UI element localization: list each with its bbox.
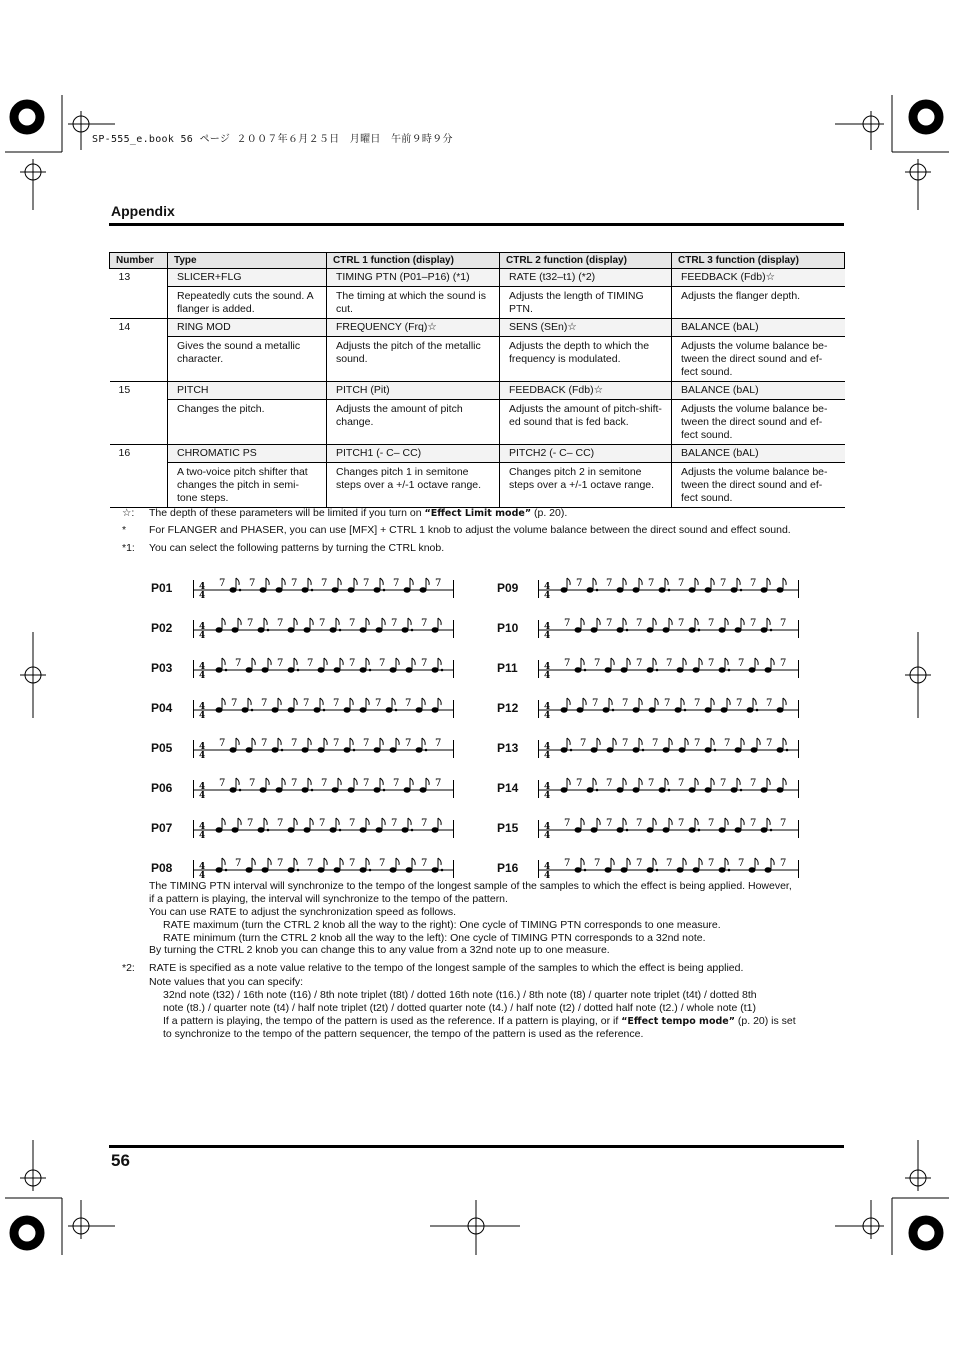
note-mark xyxy=(561,738,572,752)
desc-ctrl3: Adjusts the volume balance be-tween the direct sound and ef-fect sound. xyxy=(672,400,845,445)
rest-mark: 7 xyxy=(606,778,613,789)
rest-mark: 7 xyxy=(666,658,673,669)
rest-mark: 7 xyxy=(247,618,254,629)
note-mark xyxy=(258,818,269,832)
rest-mark: 7 xyxy=(307,658,314,669)
desc-ctrl1: The timing at which the sound is cut. xyxy=(327,287,500,319)
row-type: SLICER+FLG xyxy=(168,269,327,287)
pattern-staff xyxy=(538,616,800,640)
time-signature-top: 4 xyxy=(199,782,206,792)
table-row-description xyxy=(110,337,845,382)
rest-mark: 7 xyxy=(247,818,254,829)
rest-mark: 7 xyxy=(261,738,268,749)
rest-mark: 7 xyxy=(622,698,629,709)
note-mark xyxy=(432,658,443,672)
time-signature-bottom: 4 xyxy=(544,751,551,760)
pattern-label: P15 xyxy=(497,821,519,835)
note-mark xyxy=(617,818,628,832)
note-mark xyxy=(230,578,241,592)
note-mark xyxy=(689,618,700,632)
body-line-part: If a pattern is playing, the tempo of the pattern is used as the reference. If a pattern is playing, or if xyxy=(163,1015,622,1027)
body-line: if a pattern is playing, the interval will synchronize to the tempo of the pattern. xyxy=(149,893,508,905)
note-mark xyxy=(777,738,788,752)
parameter-table xyxy=(109,252,845,508)
note-mark xyxy=(216,858,227,872)
time-signature-bottom: 4 xyxy=(544,791,551,800)
time-signature-bottom: 4 xyxy=(199,871,206,880)
rest-mark: 7 xyxy=(750,818,757,829)
top-rule xyxy=(109,223,844,226)
note-star-mark: ☆: xyxy=(122,507,135,519)
header-ctrl1: CTRL 1 function (display) xyxy=(327,253,500,269)
time-signature-top: 4 xyxy=(544,582,551,592)
body-line: You can use RATE to adjust the synchronization speed as follows. xyxy=(149,906,457,918)
rest-mark: 7 xyxy=(277,858,284,869)
rest-mark: 7 xyxy=(421,858,428,869)
note-mark xyxy=(360,658,371,672)
rest-mark: 7 xyxy=(321,778,328,789)
pattern-label: P14 xyxy=(497,781,519,795)
rest-mark: 7 xyxy=(694,738,701,749)
note-mark xyxy=(402,818,413,832)
rest-mark: 7 xyxy=(321,578,328,589)
rest-mark: 7 xyxy=(606,578,613,589)
rest-mark: 7 xyxy=(576,578,583,589)
desc-ctrl2: Adjusts the amount of pitch-shift-ed sound that is fed back. xyxy=(500,400,672,445)
pattern-staff xyxy=(538,736,800,760)
rest-mark: 7 xyxy=(421,818,428,829)
table-row-description xyxy=(110,400,845,445)
row-ctrl1: FREQUENCY (Frq)☆ xyxy=(327,319,500,337)
pattern-label: P03 xyxy=(151,661,173,675)
pattern-label: P05 xyxy=(151,741,173,755)
rest-mark: 7 xyxy=(219,578,226,589)
pattern-staff xyxy=(193,856,455,880)
note-mark xyxy=(575,858,586,872)
rest-mark: 7 xyxy=(435,738,442,749)
note-mark xyxy=(761,618,772,632)
rest-mark: 7 xyxy=(724,738,731,749)
note-mark xyxy=(230,778,241,792)
note-mark xyxy=(675,698,686,712)
desc-ctrl3: Adjusts the flanger depth. xyxy=(672,287,845,319)
desc-ctrl3: Adjusts the volume balance be-tween the direct sound and ef-fect sound. xyxy=(672,337,845,382)
note-mark xyxy=(633,738,644,752)
pattern-label: P10 xyxy=(497,621,519,635)
rest-mark: 7 xyxy=(780,618,787,629)
rest-mark: 7 xyxy=(349,618,356,629)
note-2-mark: *2: xyxy=(122,962,135,974)
note-mark xyxy=(330,818,341,832)
table-row xyxy=(110,445,845,463)
rest-mark: 7 xyxy=(277,618,284,629)
note-star-post: (p. 20). xyxy=(531,507,568,519)
row-ctrl2: PITCH2 (- C– CC) xyxy=(500,445,672,463)
rest-mark: 7 xyxy=(664,698,671,709)
row-number: 14 xyxy=(110,319,168,337)
time-signature-top: 4 xyxy=(544,742,551,752)
rest-mark: 7 xyxy=(708,618,715,629)
rest-mark: 7 xyxy=(277,658,284,669)
time-signature-top: 4 xyxy=(199,742,206,752)
time-signature-top: 4 xyxy=(544,822,551,832)
note-mark xyxy=(719,858,730,872)
time-signature-bottom: 4 xyxy=(199,671,206,680)
pattern-staff xyxy=(538,856,800,880)
time-signature-top: 4 xyxy=(544,782,551,792)
pattern-label: P09 xyxy=(497,581,519,595)
rest-mark: 7 xyxy=(393,778,400,789)
note-mark xyxy=(647,658,658,672)
note-mark xyxy=(647,858,658,872)
rest-mark: 7 xyxy=(708,658,715,669)
note-mark xyxy=(330,618,341,632)
rest-mark: 7 xyxy=(636,818,643,829)
pattern-label: P06 xyxy=(151,781,173,795)
body-line: to synchronize to the tempo of the pattern sequencer, the tempo of the pattern is used as the reference. xyxy=(163,1028,644,1040)
time-signature-bottom: 4 xyxy=(199,591,206,600)
rest-mark: 7 xyxy=(405,698,412,709)
rest-mark: 7 xyxy=(319,618,326,629)
pattern-staff xyxy=(193,616,455,640)
note-mark xyxy=(302,778,313,792)
rest-mark: 7 xyxy=(666,858,673,869)
print-header: SP-555_e.book 56 ページ ２００７年６月２５日 月曜日 午前９時９分 xyxy=(92,134,453,145)
note-asterisk-text: For FLANGER and PHASER, you can use [MFX] + CTRL 1 knob to adjust the volume balance between the direct sound and effect sound. xyxy=(149,524,791,536)
rest-mark: 7 xyxy=(291,578,298,589)
rest-mark: 7 xyxy=(708,858,715,869)
time-signature-top: 4 xyxy=(199,862,206,872)
row-ctrl3: BALANCE (bAL) xyxy=(672,382,845,400)
note-mark xyxy=(258,618,269,632)
rest-mark: 7 xyxy=(333,738,340,749)
time-signature-bottom: 4 xyxy=(199,711,206,720)
rest-mark: 7 xyxy=(249,778,256,789)
rest-mark: 7 xyxy=(249,578,256,589)
pattern-staff xyxy=(193,776,455,800)
rest-mark: 7 xyxy=(678,818,685,829)
pattern-label: P02 xyxy=(151,621,173,635)
rest-mark: 7 xyxy=(391,618,398,629)
rest-mark: 7 xyxy=(363,738,370,749)
time-signature-top: 4 xyxy=(544,862,551,872)
note-mark xyxy=(288,658,299,672)
rest-mark: 7 xyxy=(720,778,727,789)
time-signature-bottom: 4 xyxy=(544,591,551,600)
rest-mark: 7 xyxy=(780,858,787,869)
rest-mark: 7 xyxy=(594,858,601,869)
body-line: 32nd note (t32) / 16th note (t16) / 8th note triplet (t8t) / dotted 16th note (t16.) / 8th note (t8) / quarter note triplet (t4t) / dotted 8th xyxy=(163,989,757,1001)
rest-mark: 7 xyxy=(291,738,298,749)
pattern-label: P01 xyxy=(151,581,173,595)
pattern-label: P11 xyxy=(497,661,518,675)
row-ctrl1: TIMING PTN (P01–P16) (*1) xyxy=(327,269,500,287)
rest-mark: 7 xyxy=(708,818,715,829)
note-mark xyxy=(432,858,443,872)
pattern-staff xyxy=(538,776,800,800)
desc-type: A two-voice pitch shifter that changes the pitch in semi-tone steps. xyxy=(168,463,327,508)
rest-mark: 7 xyxy=(736,698,743,709)
time-signature-top: 4 xyxy=(199,702,206,712)
rest-mark: 7 xyxy=(219,778,226,789)
row-number: 15 xyxy=(110,382,168,400)
rest-mark: 7 xyxy=(319,818,326,829)
time-signature-top: 4 xyxy=(199,622,206,632)
time-signature-top: 4 xyxy=(199,662,206,672)
row-type: CHROMATIC PS xyxy=(168,445,327,463)
desc-ctrl1: Adjusts the amount of pitch change. xyxy=(327,400,500,445)
note-mark xyxy=(705,738,716,752)
note-mark xyxy=(288,858,299,872)
body-line-part: (p. 20) is set xyxy=(734,1015,796,1027)
rest-mark: 7 xyxy=(564,858,571,869)
note-mark xyxy=(575,658,586,672)
note-mark xyxy=(374,778,385,792)
rest-mark: 7 xyxy=(564,618,571,629)
rest-mark: 7 xyxy=(622,738,629,749)
note-mark xyxy=(587,778,598,792)
note-mark xyxy=(689,818,700,832)
body-line: By turning the CTRL 2 knob you can change this to any value from a 32nd note up to one measure. xyxy=(149,944,610,956)
rest-mark: 7 xyxy=(750,578,757,589)
note-star-pre: The depth of these parameters will be limited if you turn on xyxy=(149,507,425,519)
rest-mark: 7 xyxy=(219,738,226,749)
row-type: PITCH xyxy=(168,382,327,400)
note-mark xyxy=(402,618,413,632)
body-line: Note values that you can specify: xyxy=(149,976,304,988)
row-ctrl3: BALANCE (bAL) xyxy=(672,445,845,463)
note-mark xyxy=(659,578,670,592)
time-signature-bottom: 4 xyxy=(544,711,551,720)
note-mark xyxy=(374,578,385,592)
rest-mark: 7 xyxy=(648,778,655,789)
rest-mark: 7 xyxy=(766,698,773,709)
rest-mark: 7 xyxy=(379,658,386,669)
rest-mark: 7 xyxy=(261,698,268,709)
note-mark xyxy=(360,858,371,872)
rest-mark: 7 xyxy=(307,858,314,869)
rest-mark: 7 xyxy=(363,578,370,589)
pattern-staff xyxy=(538,816,800,840)
rest-mark: 7 xyxy=(694,698,701,709)
rest-mark: 7 xyxy=(277,818,284,829)
note-mark xyxy=(719,658,730,672)
time-signature-top: 4 xyxy=(544,702,551,712)
rest-mark: 7 xyxy=(678,578,685,589)
body-line xyxy=(163,1015,796,1028)
time-signature-bottom: 4 xyxy=(544,671,551,680)
time-signature-bottom: 4 xyxy=(199,831,206,840)
time-signature-top: 4 xyxy=(544,662,551,672)
rest-mark: 7 xyxy=(564,658,571,669)
rest-mark: 7 xyxy=(580,738,587,749)
row-ctrl1: PITCH1 (- C– CC) xyxy=(327,445,500,463)
row-ctrl3: BALANCE (bAL) xyxy=(672,319,845,337)
note-mark xyxy=(314,698,325,712)
rest-mark: 7 xyxy=(678,618,685,629)
rest-mark: 7 xyxy=(766,738,773,749)
rest-mark: 7 xyxy=(738,658,745,669)
desc-ctrl2: Adjusts the length of TIMING PTN. xyxy=(500,287,672,319)
time-signature-top: 4 xyxy=(199,822,206,832)
rest-mark: 7 xyxy=(349,658,356,669)
table-row-description xyxy=(110,463,845,508)
rest-mark: 7 xyxy=(750,778,757,789)
rest-mark: 7 xyxy=(235,858,242,869)
rest-mark: 7 xyxy=(421,618,428,629)
rest-mark: 7 xyxy=(333,698,340,709)
note-asterisk-mark: * xyxy=(122,524,127,536)
section-title: Appendix xyxy=(111,203,175,219)
rest-mark: 7 xyxy=(576,778,583,789)
rest-mark: 7 xyxy=(720,578,727,589)
rest-mark: 7 xyxy=(652,738,659,749)
row-ctrl1: PITCH (Pit) xyxy=(327,382,500,400)
time-signature-bottom: 4 xyxy=(199,791,206,800)
note-mark xyxy=(659,778,670,792)
note-mark xyxy=(603,698,614,712)
pattern-label: P13 xyxy=(497,741,519,755)
desc-type: Repeatedly cuts the sound. A flanger is added. xyxy=(168,287,327,319)
body-line: RATE is specified as a note value relative to the tempo of the longest sample of the samples to which the effect is being applied. xyxy=(149,962,744,974)
table-row-description xyxy=(110,287,845,319)
effect-limit-mode-ref: “Effect Limit mode” xyxy=(424,508,532,519)
rest-mark: 7 xyxy=(636,658,643,669)
note-1-mark: *1: xyxy=(122,542,135,554)
row-ctrl2: SENS (SEn)☆ xyxy=(500,319,672,337)
row-type: RING MOD xyxy=(168,319,327,337)
header-ctrl3: CTRL 3 function (display) xyxy=(672,253,845,269)
pattern-staff xyxy=(538,696,800,720)
bottom-rule xyxy=(109,1145,844,1148)
rest-mark: 7 xyxy=(393,578,400,589)
pattern-staff xyxy=(193,696,455,720)
rest-mark: 7 xyxy=(235,658,242,669)
rest-mark: 7 xyxy=(564,818,571,829)
rest-mark: 7 xyxy=(435,778,442,789)
page-number: 56 xyxy=(111,1151,130,1170)
desc-type: Changes the pitch. xyxy=(168,400,327,445)
note-mark xyxy=(216,658,227,672)
rest-mark: 7 xyxy=(678,778,685,789)
body-line: RATE maximum (turn the CTRL 2 knob all the way to the right): One cycle of TIMING PTN corresponds to one measure. xyxy=(163,919,721,931)
pattern-staff xyxy=(193,736,455,760)
rest-mark: 7 xyxy=(421,658,428,669)
pattern-staff xyxy=(538,656,800,680)
rest-mark: 7 xyxy=(379,858,386,869)
note-mark xyxy=(761,818,772,832)
rest-mark: 7 xyxy=(636,858,643,869)
time-signature-bottom: 4 xyxy=(199,751,206,760)
note-mark xyxy=(747,698,758,712)
rest-mark: 7 xyxy=(405,738,412,749)
rest-mark: 7 xyxy=(231,698,238,709)
effect-tempo-mode-ref: “Effect tempo mode” xyxy=(621,1016,735,1027)
pattern-label: P16 xyxy=(497,861,519,875)
rest-mark: 7 xyxy=(594,658,601,669)
body-line: note (t8.) / quarter note (t4) / half note triplet (t2t) / dotted quarter note (t4.) / half note (t2) / dotted half note (t2.) / whole note (t1) xyxy=(163,1002,756,1014)
note-mark xyxy=(302,578,313,592)
rest-mark: 7 xyxy=(606,618,613,629)
rest-mark: 7 xyxy=(750,618,757,629)
note-mark xyxy=(731,778,742,792)
rest-mark: 7 xyxy=(435,578,442,589)
time-signature-top: 4 xyxy=(544,622,551,632)
row-number: 16 xyxy=(110,445,168,463)
time-signature-top: 4 xyxy=(199,582,206,592)
rest-mark: 7 xyxy=(291,778,298,789)
note-mark xyxy=(344,738,355,752)
pattern-label: P04 xyxy=(151,701,173,715)
row-ctrl2: FEEDBACK (Fdb)☆ xyxy=(500,382,672,400)
table-row xyxy=(110,319,845,337)
body-line: RATE minimum (turn the CTRL 2 knob all the way to the left): One cycle of TIMING PTN corresponds to a 32nd note. xyxy=(163,932,706,944)
rest-mark: 7 xyxy=(738,858,745,869)
table-header-row xyxy=(110,253,845,269)
table-row xyxy=(110,269,845,287)
desc-ctrl2: Adjusts the depth to which the frequency is modulated. xyxy=(500,337,672,382)
desc-ctrl1: Changes pitch 1 in semitone steps over a +/-1 octave range. xyxy=(327,463,500,508)
pattern-staff xyxy=(538,576,800,600)
pattern-staff xyxy=(193,576,455,600)
time-signature-bottom: 4 xyxy=(544,631,551,640)
row-ctrl3: FEEDBACK (Fdb)☆ xyxy=(672,269,845,287)
note-mark xyxy=(617,618,628,632)
pattern-staff xyxy=(193,656,455,680)
rest-mark: 7 xyxy=(592,698,599,709)
note-1-text: You can select the following patterns by turning the CTRL knob. xyxy=(149,542,445,554)
rest-mark: 7 xyxy=(636,618,643,629)
pattern-label: P07 xyxy=(151,821,173,835)
pattern-label: P12 xyxy=(497,701,519,715)
rest-mark: 7 xyxy=(303,698,310,709)
note-star-text xyxy=(149,507,567,520)
desc-ctrl1: Adjusts the pitch of the metallic sound. xyxy=(327,337,500,382)
rest-mark: 7 xyxy=(363,778,370,789)
header-type: Type xyxy=(168,253,327,269)
row-ctrl2: RATE (t32–t1) (*2) xyxy=(500,269,672,287)
rest-mark: 7 xyxy=(349,818,356,829)
desc-type: Gives the sound a metallic character. xyxy=(168,337,327,382)
table-row xyxy=(110,382,845,400)
time-signature-bottom: 4 xyxy=(544,831,551,840)
note-mark xyxy=(731,578,742,592)
time-signature-bottom: 4 xyxy=(199,631,206,640)
time-signature-bottom: 4 xyxy=(544,871,551,880)
desc-ctrl3: Adjusts the volume balance be-tween the direct sound and ef-fect sound. xyxy=(672,463,845,508)
rest-mark: 7 xyxy=(780,658,787,669)
note-mark xyxy=(242,698,253,712)
desc-ctrl2: Changes pitch 2 in semitone steps over a +/-1 octave range. xyxy=(500,463,672,508)
row-number: 13 xyxy=(110,269,168,287)
rest-mark: 7 xyxy=(648,578,655,589)
rest-mark: 7 xyxy=(349,858,356,869)
note-mark xyxy=(386,698,397,712)
header-number: Number xyxy=(110,253,168,269)
body-line: The TIMING PTN interval will synchronize to the tempo of the longest sample of the samples to which the effect is being applied. However, xyxy=(149,880,792,892)
header-ctrl2: CTRL 2 function (display) xyxy=(500,253,672,269)
rest-mark: 7 xyxy=(391,818,398,829)
pattern-staff xyxy=(193,816,455,840)
rest-mark: 7 xyxy=(606,818,613,829)
pattern-label: P08 xyxy=(151,861,173,875)
note-mark xyxy=(587,578,598,592)
note-mark xyxy=(272,738,283,752)
rest-mark: 7 xyxy=(375,698,382,709)
rest-mark: 7 xyxy=(780,818,787,829)
note-mark xyxy=(416,738,427,752)
